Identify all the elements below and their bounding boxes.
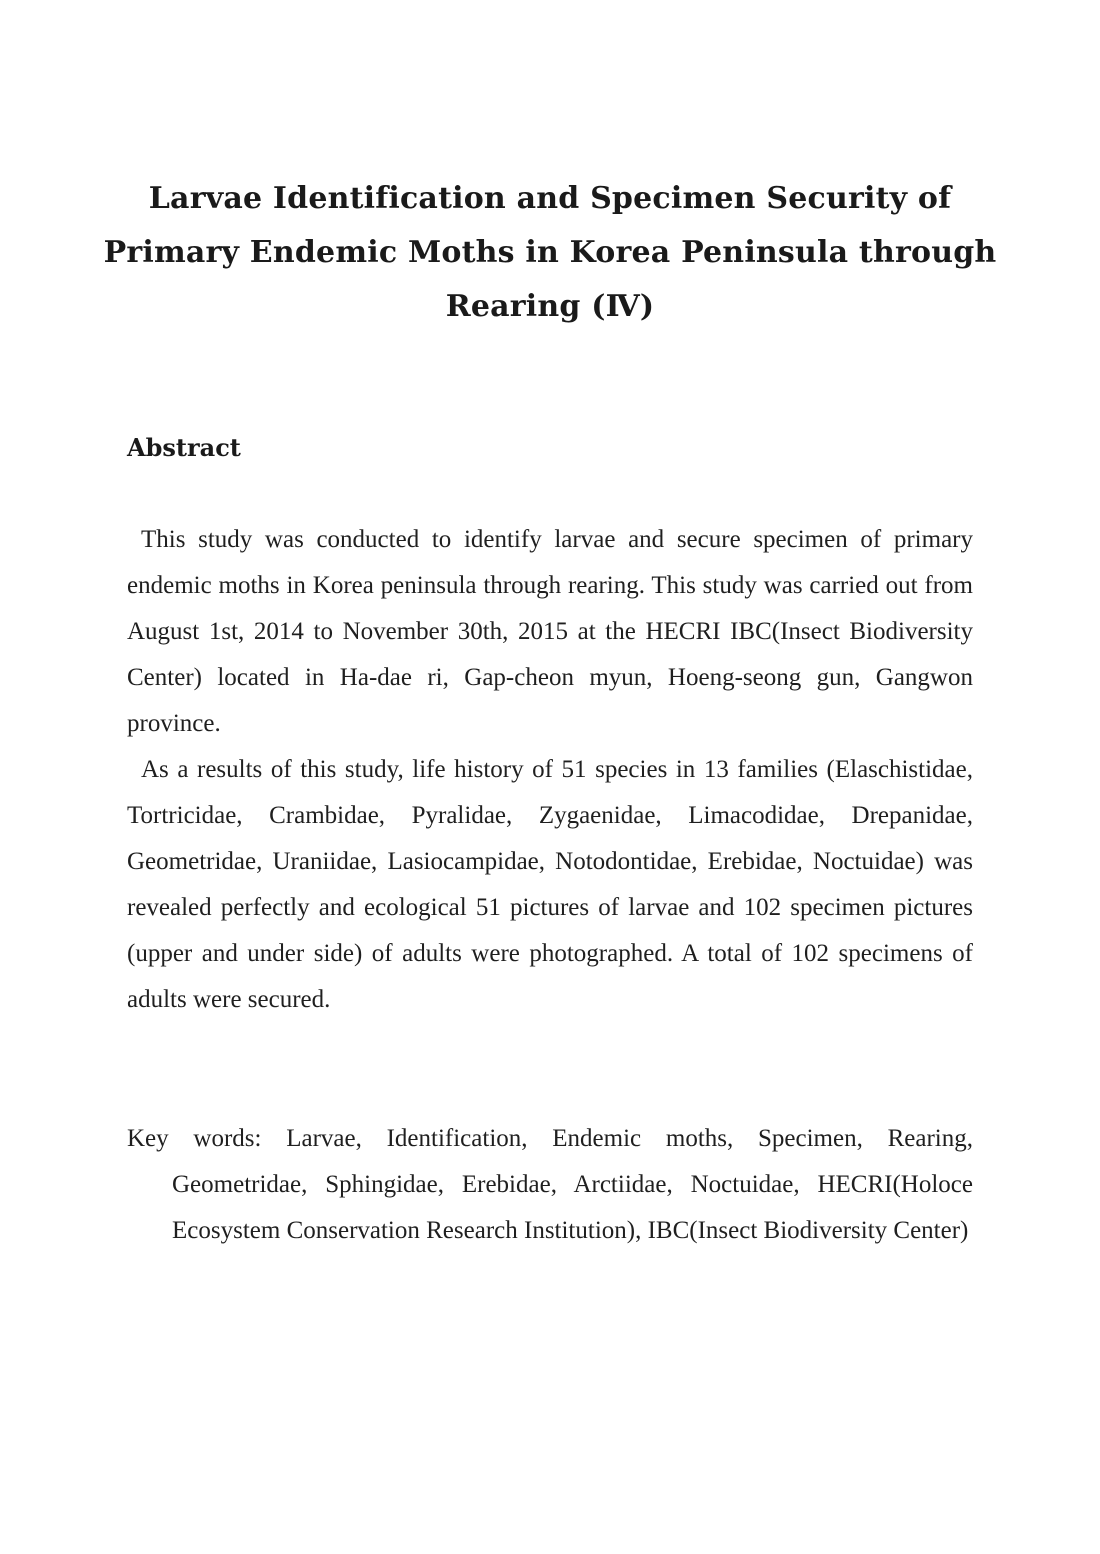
paper-title — [100, 172, 1000, 334]
abstract-heading: Abstract — [127, 433, 241, 462]
title-line-1: Larvae Identification and Specimen Security of — [148, 181, 952, 216]
title-line-2: Primary Endemic Moths in Korea Peninsula through — [103, 235, 997, 270]
abstract-paragraph-1: This study was conducted to identify larvae and secure specimen of primary endemic moths in Korea peninsula through rearing. This study was carried out from August 1st, 2014 to November 30th, 2015 at the HECRI IBC(Insect Biodiversity Center) located in Ha-dae ri, Gap-cheon myun, Hoeng-seong gun, Gangwon province. — [127, 526, 973, 737]
abstract-paragraph-2: As a results of this study, life history of 51 species in 13 families (Elaschistidae, Tortricidae, Crambidae, Pyralidae, Zygaenidae, Limacodidae, Drepanidae, Geometridae, Uraniidae, Lasiocampidae, Notodontidae, Erebidae, Noctuidae) was revealed perfectly and ecological 51 pictures of larvae and 102 specimen pictures (upper and under side) of adults were photographed. A total of 102 specimens of adults were secured. — [127, 756, 973, 1013]
keywords: Key words: Larvae, Identification, Endemic moths, Specimen, Rearing, Geometridae, Sphingidae, Erebidae, Arctiidae, Noctuidae, HECRI(Holoce Ecosystem Conservation Research Institution), IBC(Insect Biodiversity Center) — [127, 1125, 973, 1244]
title-line-3: Rearing (Ⅳ) — [445, 289, 655, 324]
